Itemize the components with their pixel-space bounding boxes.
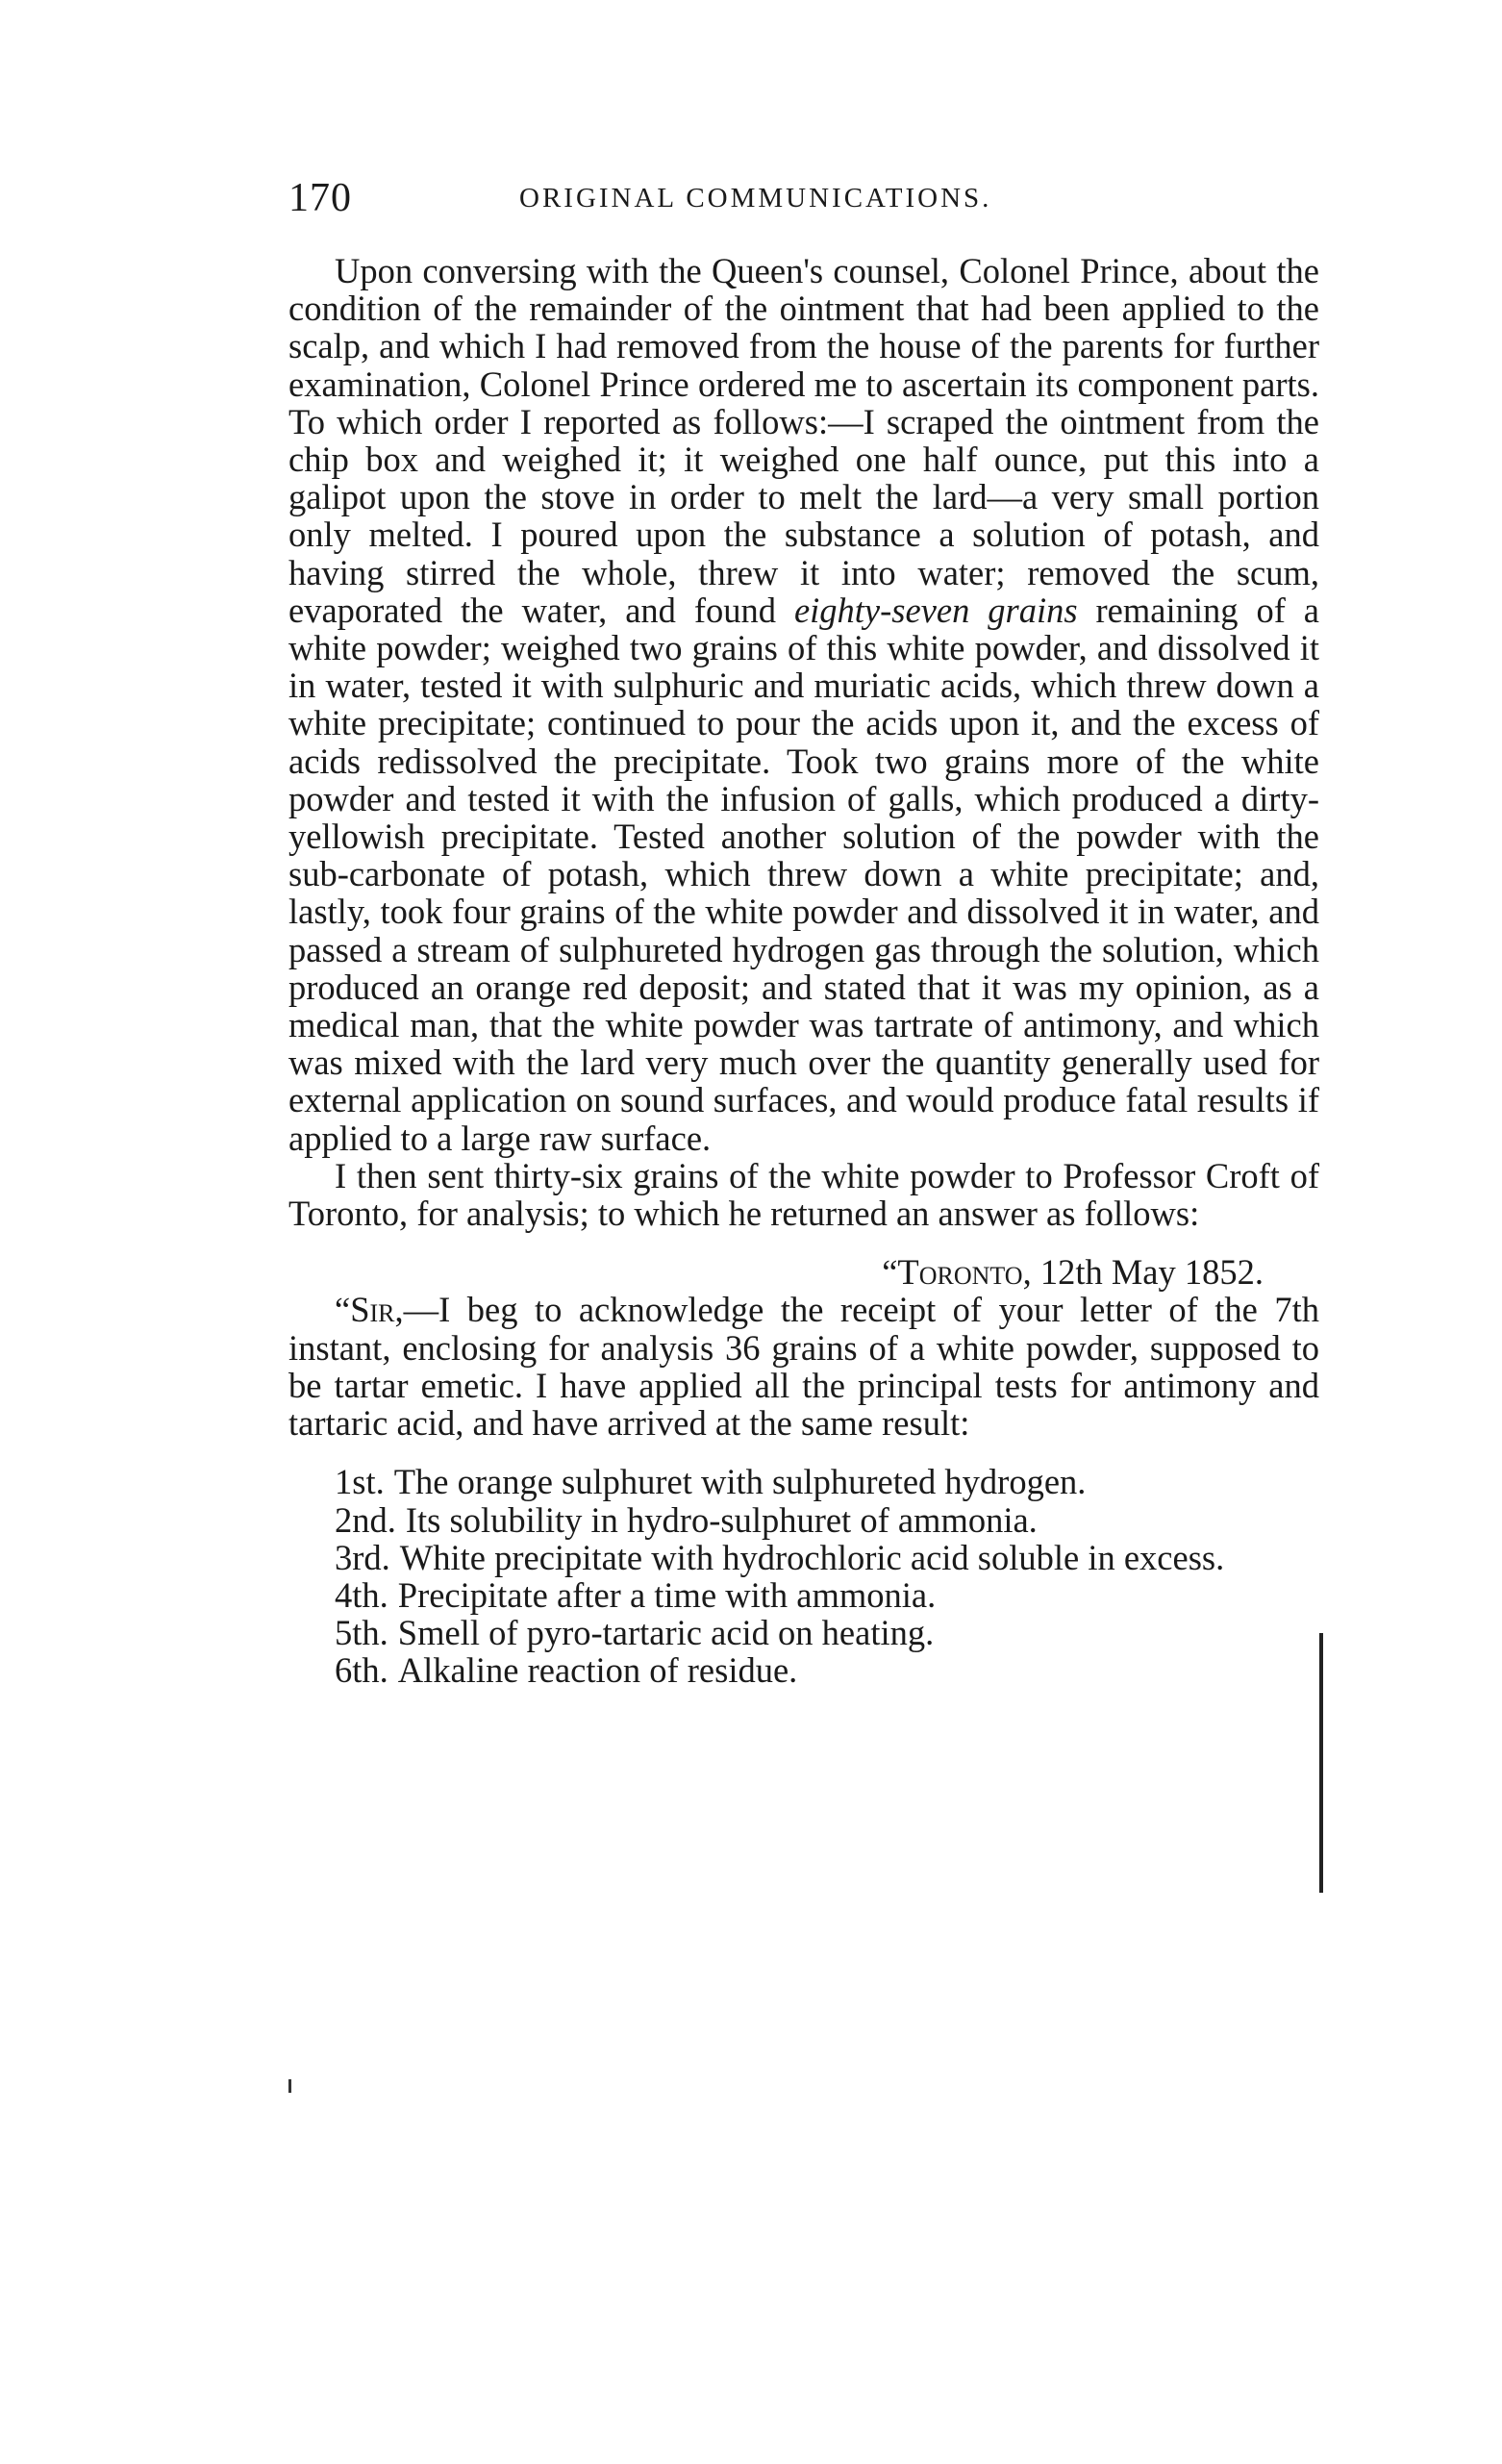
margin-rule	[1319, 1633, 1323, 1893]
result-list-item	[288, 1463, 1319, 1500]
paragraph-report	[288, 252, 1319, 1157]
result-list-item	[288, 1614, 1319, 1651]
result-list-item	[288, 1501, 1319, 1539]
result-text: Alkaline reaction of residue.	[397, 1650, 798, 1691]
result-number: 5th.	[335, 1613, 388, 1653]
letter-open-quote: “	[335, 1290, 351, 1330]
running-head: ORIGINAL COMMUNICATIONS.	[519, 183, 992, 214]
emphasized-quantity: eighty-seven grains	[793, 590, 1078, 630]
letter-dateline	[288, 1253, 1319, 1291]
letter-paragraph	[288, 1291, 1319, 1442]
result-text: Smell of pyro-tartaric acid on heating.	[397, 1613, 935, 1653]
page-number: 170	[288, 176, 352, 220]
stray-ink-mark	[288, 2079, 291, 2093]
result-number: 1st.	[335, 1462, 385, 1502]
result-list-item	[288, 1539, 1319, 1576]
result-number: 2nd.	[335, 1499, 396, 1540]
result-text: Precipitate after a time with ammonia.	[397, 1574, 937, 1615]
paragraph-report-text-start: Upon conversing with the Queen's counsel, Colonel Prince, about the condition of the remainder of the ointment that had been applied to the scalp, and which I had removed from the house of the parents for further examination, Colonel Prince ordered me to ascertain its component parts. To which order I reported as follows:—I scraped the ointment from the chip box and weighed it; it weighed one half ounce, put this into a galipot upon the stove in order to melt the lard—a very small portion only melted. I poured upon the substance a solution of potash, and having stirred the whole, threw it into water; removed the scum, evaporated the water, and found	[288, 251, 1319, 630]
result-number: 6th.	[335, 1650, 388, 1691]
letter-body-text: ,—I beg to acknowledge the receipt of your letter of the 7th instant, enclosing for analysis 36 grains of a white powder, supposed to be tartar emetic. I have applied all the principal tests for antimony and tartaric acid, and have arrived at the same result:	[288, 1290, 1319, 1444]
body-text	[288, 252, 1319, 1690]
page-header	[288, 175, 1067, 233]
dateline-open-quote: “	[882, 1252, 898, 1293]
dateline-city: Toronto	[897, 1252, 1023, 1293]
dateline-date: , 12th May 1852.	[1022, 1252, 1264, 1293]
result-number: 4th.	[335, 1574, 388, 1615]
letter-salutation: Sir	[350, 1290, 395, 1330]
result-list-item	[288, 1651, 1319, 1689]
paragraph-sent-to-croft: I then sent thirty-six grains of the white powder to Professor Croft of Toronto, for analysis; to which he returned an answer as follows:	[288, 1155, 1319, 1234]
result-text: The orange sulphuret with sulphureted hydrogen.	[393, 1462, 1087, 1502]
paragraph-report-text-end: remaining of a white powder; weighed two grains of this white powder, and dissolved it in water, tested it with sulphuric and muriatic acids, which threw down a white precipitate; continued to pour the acids upon it, and the excess of acids redissolved the precipitate. Took two grains more of the white powder and tested it with the infusion of galls, which produced a dirty-yellowish precipitate. Tested another solution of the powder with the sub-carbonate of potash, which threw down a white precipitate; and, lastly, took four grains of the white powder and dissolved it in water, and passed a stream of sulphureted hydrogen gas through the solution, which produced an orange red deposit; and stated that it was my opinion, as a medical man, that the white powder was tartrate of antimony, and which was mixed with the lard very much over the quantity generally used for external application on sound surfaces, and would produce fatal results if applied to a large raw surface.	[288, 590, 1319, 1158]
result-text: White precipitate with hydrochloric acid soluble in excess.	[399, 1537, 1225, 1577]
result-number: 3rd.	[335, 1537, 390, 1577]
result-text: Its solubility in hydro-sulphuret of ammonia.	[405, 1499, 1038, 1540]
result-list-item	[288, 1576, 1319, 1614]
